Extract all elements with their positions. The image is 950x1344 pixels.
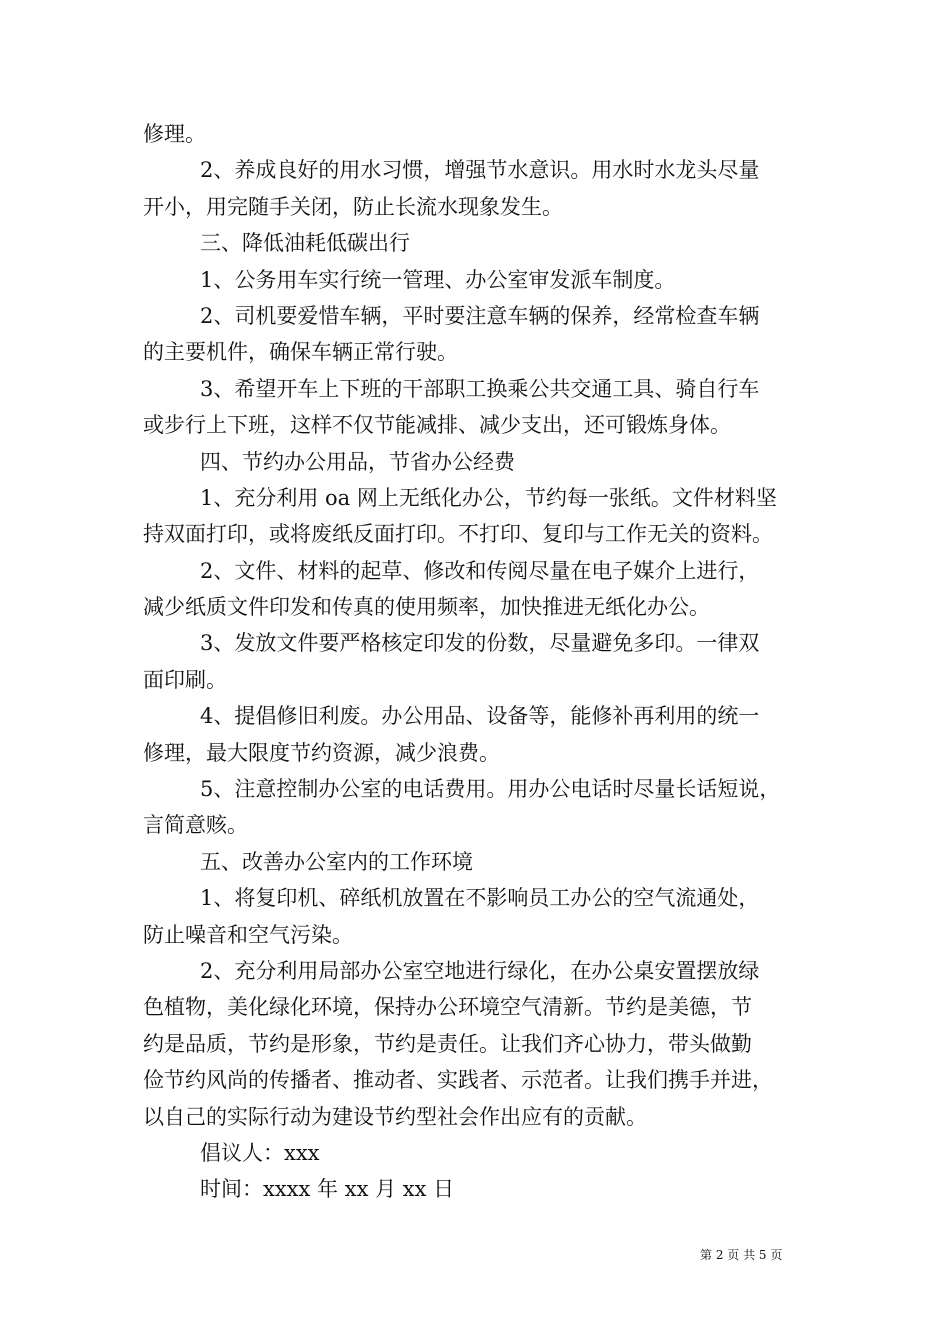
text-line: 以自己的实际行动为建设节约型社会作出应有的贡献。 <box>143 1104 647 1129</box>
page-number-footer: 第 2 页 共 5 页 <box>700 1248 783 1262</box>
text-line: 5、注意控制办公室的电话费用。用办公电话时尽量长话短说， <box>200 777 781 802</box>
text-line: 色植物，美化绿化环境，保持办公环境空气清新。节约是美德，节 <box>143 995 752 1020</box>
text-line: 或步行上下班，这样不仅节能减排、减少支出，还可锻炼身体。 <box>143 413 731 438</box>
text-line: 4、提倡修旧利废。办公用品、设备等，能修补再利用的统一 <box>200 704 760 729</box>
signatory-line: 倡议人：xxx <box>200 1140 320 1165</box>
text-line: 减少纸质文件印发和传真的使用频率，加快推进无纸化办公。 <box>143 595 710 620</box>
text-line: 3、发放文件要严格核定印发的份数，尽量避免多印。一律双 <box>200 631 760 656</box>
text-line: 开小，用完随手关闭，防止长流水现象发生。 <box>143 194 563 219</box>
text-line: 2、司机要爱惜车辆，平时要注意车辆的保养，经常检查车辆 <box>200 303 760 328</box>
text-line: 修理。 <box>143 122 206 146</box>
text-line: 的主要机件，确保车辆正常行驶。 <box>143 340 458 365</box>
section-heading: 四、节约办公用品，节省办公经费 <box>200 449 515 474</box>
text-line: 持双面打印，或将废纸反面打印。不打印、复印与工作无关的资料。 <box>143 522 773 547</box>
text-line: 1、公务用车实行统一管理、办公室审发派车制度。 <box>200 267 676 292</box>
date-line: 时间：xxxx 年 xx 月 xx 日 <box>200 1177 455 1202</box>
text-line: 修理，最大限度节约资源，减少浪费。 <box>143 740 500 765</box>
text-line: 1、充分利用 oa 网上无纸化办公，节约每一张纸。文件材料坚 <box>200 485 777 510</box>
text-line: 俭节约风尚的传播者、推动者、实践者、示范者。让我们携手并进， <box>143 1068 773 1093</box>
text-line: 防止噪音和空气污染。 <box>143 922 353 947</box>
document-body <box>143 116 823 1208</box>
text-line: 2、文件、材料的起草、修改和传阅尽量在电子媒介上进行， <box>200 558 760 583</box>
text-line: 面印刷。 <box>143 667 227 692</box>
text-line: 1、将复印机、碎纸机放置在不影响员工办公的空气流通处， <box>200 886 760 911</box>
text-line: 3、希望开车上下班的干部职工换乘公共交通工具、骑自行车 <box>200 376 760 401</box>
text-line: 2、充分利用局部办公室空地进行绿化，在办公桌安置摆放绿 <box>200 958 760 983</box>
text-line: 2、养成良好的用水习惯，增强节水意识。用水时水龙头尽量 <box>200 158 760 183</box>
section-heading: 五、改善办公室内的工作环境 <box>200 849 473 874</box>
text-line: 言简意赅。 <box>143 813 248 838</box>
section-heading: 三、降低油耗低碳出行 <box>200 231 410 256</box>
text-line: 约是品质，节约是形象，节约是责任。让我们齐心协力，带头做勤 <box>143 1031 752 1056</box>
